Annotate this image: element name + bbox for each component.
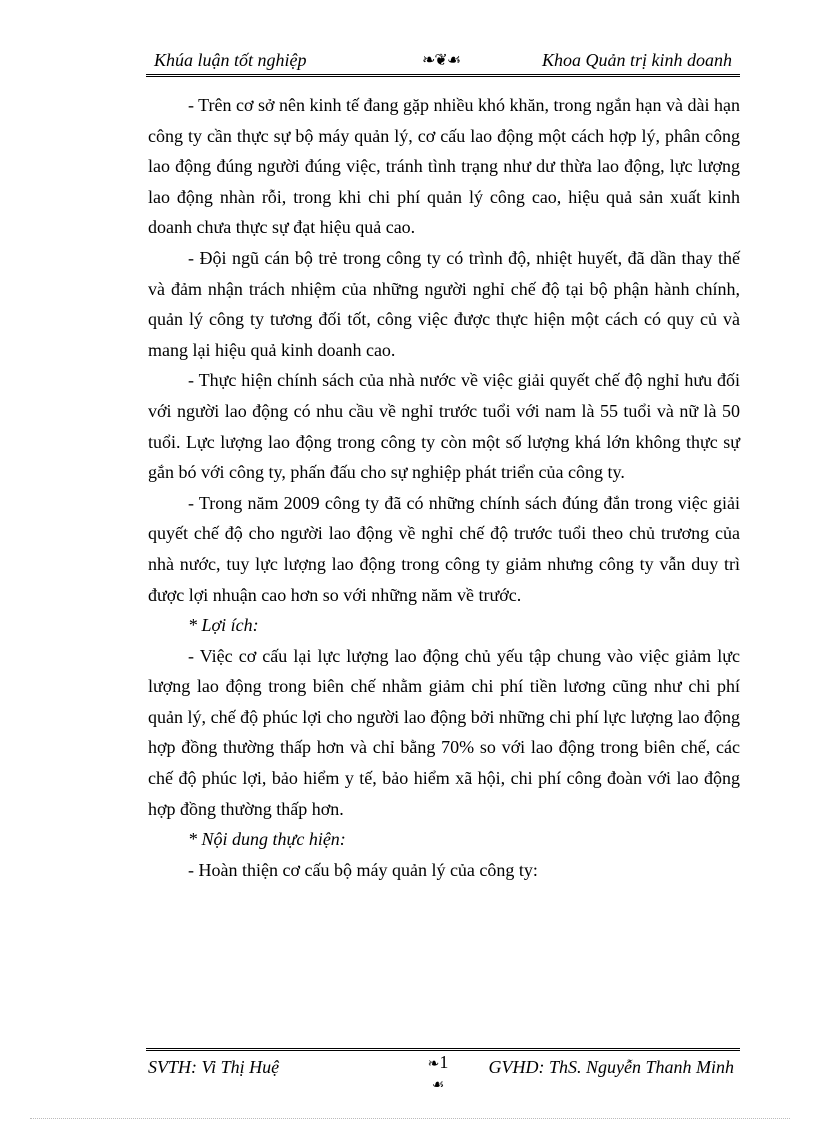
footer-right-text: GVHD: ThS. Nguyễn Thanh Minh — [488, 1057, 734, 1077]
paragraph: - Việc cơ cấu lại lực lượng lao động chủ yếu tập chung vào việc giảm lực lượng lao động trong biên chế nhằm giảm chi phí tiền lương cũng như chi phí quản lý, chế độ phúc lợi cho người lao động bởi những chi phí lực lượng lao động hợp đồng thường thấp hơn và chỉ bằng 70% so với lao động trong biên chế, các chế độ phúc lợi, bảo hiểm y tế, bảo hiểm xã hội, chi phí công đoàn với lao động hợp đồng thường thấp hơn. — [148, 645, 740, 819]
section-heading-benefits: * Lợi ích: — [188, 615, 259, 636]
paragraph: - Thực hiện chính sách của nhà nước về việc giải quyết chế độ nghỉ hưu đối với người lao động có nhu cầu về nghỉ trước tuổi với nam là 55 tuổi và nữ là 50 tuổi. Lực lượng lao động trong công ty còn một số lượng khá lớn không thực sự gắn bó với công ty, phấn đấu cho sự nghiệp phát triển của công ty. — [148, 370, 740, 483]
paragraph: - Trên cơ sở nên kinh tế đang gặp nhiều khó khăn, trong ngắn hạn và dài hạn công ty cần thực sự bộ máy quản lý, cơ cấu lao động một cách hợp lý, phân công lao động đúng người đúng việc, tránh tình trạng như dư thừa lao động, lực lượng lao động nhàn rỗi, trong khi chi phí quản lý công cao, hiệu quả sản xuất kinh doanh chưa thực sự đạt hiệu quả cao. — [148, 95, 740, 238]
footer-ornament-icon: ❧ — [427, 1057, 440, 1072]
page-header — [146, 46, 740, 77]
page-bottom-dotted-border — [30, 1118, 790, 1120]
footer-ornament-bottom-icon: ☙ — [431, 1078, 445, 1093]
paragraph: - Đội ngũ cán bộ trẻ trong công ty có trình độ, nhiệt huyết, đã dần thay thế và đảm nhận trách nhiệm của những người nghỉ chế độ tại bộ phận hành chính, quản lý công ty tương đối tốt, công việc được thực hiện một cách có quy củ và mang lại hiệu quả kinh doanh cao. — [148, 247, 740, 360]
header-left-text: Khúa luận tốt nghiệp — [154, 50, 307, 70]
header-ornament-icon: ❧❦☙ — [422, 52, 461, 69]
page-number: 1 — [439, 1052, 449, 1072]
paragraph: - Hoàn thiện cơ cấu bộ máy quản lý của công ty: — [188, 859, 538, 880]
document-body — [148, 90, 740, 885]
page-number-block — [418, 1053, 458, 1095]
section-heading-content: * Nội dung thực hiện: — [188, 829, 346, 850]
footer-left-text: SVTH: Vi Thị Huệ — [148, 1057, 280, 1077]
paragraph: - Trong năm 2009 công ty đã có những chính sách đúng đắn trong việc giải quyết chế độ cho người lao động về nghỉ chế độ trước tuổi theo chủ trương của nhà nước, tuy lực lượng lao động trong công ty giảm nhưng công ty vẫn duy trì được lợi nhuận cao hơn so với những năm về trước. — [148, 492, 740, 605]
header-right-text: Khoa Quản trị kinh doanh — [541, 50, 732, 70]
page-footer — [146, 1048, 740, 1091]
